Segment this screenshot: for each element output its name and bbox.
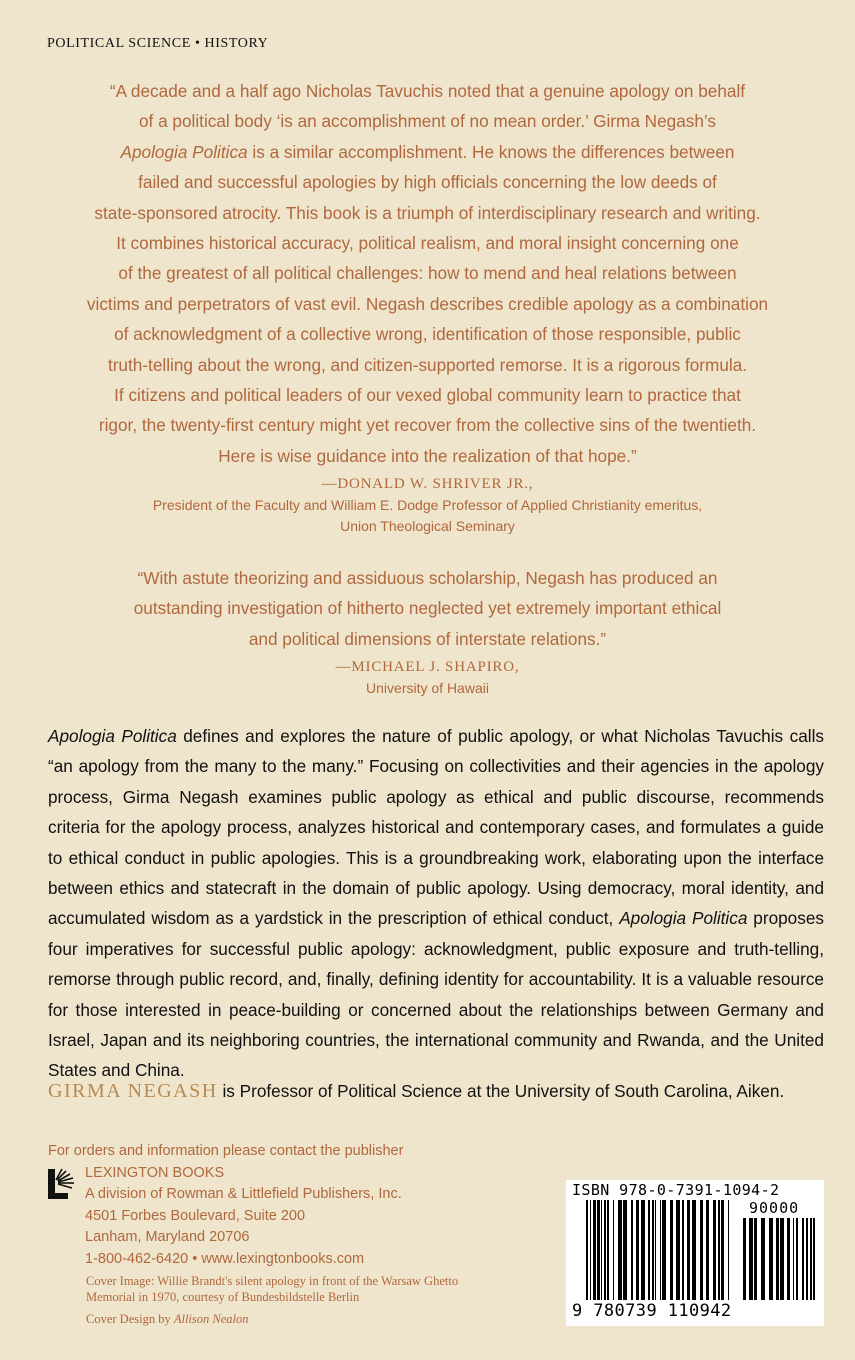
publisher-division: A division of Rowman & Littlefield Publishers, Inc.: [85, 1186, 402, 1202]
barcode-bar: [655, 1200, 656, 1300]
cover-image-credit: Memorial in 1970, courtesy of Bundesbildstelle Berlin: [86, 1290, 360, 1304]
barcode-bar: [607, 1200, 609, 1300]
publisher-contact: 1-800-462-6420 • www.lexingtonbooks.com: [85, 1250, 365, 1267]
cover-design-credit: Cover Design by Allison Nealon: [86, 1312, 249, 1326]
barcode-bar: [692, 1200, 696, 1300]
barcode-bar: [670, 1200, 673, 1300]
lexington-logo-icon: [48, 1166, 78, 1202]
barcode-bar: [754, 1218, 757, 1300]
barcode-bar: [743, 1218, 746, 1300]
barcode-bar: [652, 1200, 654, 1300]
quote-line: of a political body ‘is an accomplishment of no mean order.’ Girma Negash’s: [138, 111, 717, 132]
barcode-bar: [593, 1200, 596, 1300]
cover-image-credit: Cover Image: Willie Brandt's silent apology in front of the Warsaw Ghetto: [86, 1274, 459, 1288]
quote-affiliation: President of the Faculty and William E. Dodge Professor of Applied Christianity emeritus,: [152, 497, 703, 514]
barcode-bar: [796, 1218, 798, 1300]
barcode-bar: [780, 1218, 784, 1300]
quote-line: outstanding investigation of hitherto neglected yet extremely important ethical: [133, 598, 722, 619]
barcode-bar: [662, 1200, 666, 1300]
barcode-bar: [787, 1218, 790, 1300]
barcode-bar: [641, 1200, 645, 1300]
barcode-bar: [749, 1218, 753, 1300]
barcode-bar: [604, 1200, 606, 1300]
quote-line: rigor, the twenty-first century might yet recover from the collective sins of the twentieth.: [98, 415, 757, 436]
barcode-bar: [636, 1200, 639, 1300]
cover-credits: [86, 1273, 458, 1327]
barcode-bar: [700, 1200, 703, 1300]
endorsement-quote-shapiro: [60, 563, 795, 699]
author-bio: GIRMA NEGASH is Professor of Political Science at the University of South Carolina, Aiken.: [48, 1080, 785, 1102]
quote-line: It combines historical accuracy, political realism, and moral insight concerning one: [116, 233, 739, 254]
publisher-address: Lanham, Maryland 20706: [85, 1229, 250, 1245]
quote-author: —DONALD W. SHRIVER JR.,: [321, 476, 534, 493]
barcode-bar: [728, 1200, 729, 1300]
barcode-bar: [806, 1218, 808, 1300]
barcode-bar: [769, 1218, 773, 1300]
quote-line: “With astute theorizing and assiduous scholarship, Negash has produced an: [137, 568, 718, 588]
book-title-italic: Apologia Politica: [619, 908, 748, 929]
barcode-bar: [761, 1218, 765, 1300]
barcode-bar: [590, 1200, 591, 1300]
barcode-bar: [810, 1218, 812, 1300]
quote-line: If citizens and political leaders of our vexed global community learn to practice that: [114, 385, 741, 406]
quote-line: Here is wise guidance into the realization of that hope.”: [218, 445, 637, 466]
barcode-bar: [721, 1200, 724, 1300]
barcode-bar: [713, 1200, 716, 1300]
publisher-address: 4501 Forbes Boulevard, Suite 200: [85, 1207, 306, 1224]
barcode-bar: [682, 1200, 684, 1300]
quote-affiliation: University of Hawaii: [366, 680, 489, 697]
book-title-italic: Apologia Politica: [120, 141, 248, 162]
category-label: POLITICAL SCIENCE • HISTORY: [47, 36, 269, 51]
quote-line: state-sponsored atrocity. This book is a triumph of interdisciplinary research and writing.: [94, 202, 761, 223]
publisher-name: LEXINGTON BOOKS: [85, 1164, 225, 1181]
quote-line: Apologia Politica is a similar accomplishment. He knows the differences between: [120, 141, 735, 162]
isbn-number: ISBN 978-0-7391-1094-2: [572, 1181, 780, 1199]
barcode-bar: [631, 1200, 633, 1300]
book-description: Apologia Politica defines and explores the nature of public apology, or what Nicholas Tavuchis calls “an apology from the many to the many.” Focusing on collectivities and their agencies in the apology process, Girma Negash examines public apology as ethical and public discourse, recommends criteria for the apology process, analyzes historical and contemporary cases, and formulates a guide to ethical conduct in public apologies. This is a groundbreaking work, elaborating upon the interface between ethics and statecraft in the domain of public apology. Using democracy, moral identity, and accumulated wisdom as a yardstick in the prescription of ethical conduct, Apologia Politica proposes four imperatives for successful public apology: acknowledgment, public exposure and truth-telling, remorse through public record, and, finally, defining identity for accountability. It is a valuable resource for those interested in peace-building or concerned about the relationships between Germany and Israel, Japan and its neighboring countries, the international community and Rwanda, and the United States and China.: [48, 726, 824, 1081]
barcode-bar: [618, 1200, 622, 1300]
barcode-bar: [718, 1200, 720, 1300]
barcode-bar: [586, 1200, 588, 1300]
quote-line: truth-telling about the wrong, and citizen-supported remorse. It is a rigorous formula.: [107, 354, 748, 375]
quote-line: of the greatest of all political challenges: how to mend and heal relations between: [118, 263, 737, 284]
barcode-bar: [687, 1200, 690, 1300]
quote-line: failed and successful apologies by high officials concerning the low deeds of: [138, 172, 717, 193]
quote-author: —MICHAEL J. SHAPIRO,: [335, 659, 520, 676]
barcode-bar: [813, 1218, 815, 1300]
barcode-bar: [706, 1200, 709, 1300]
barcode-bar: [676, 1200, 680, 1300]
barcode-bar: [597, 1200, 600, 1300]
publisher-intro: For orders and information please contact the publisher: [48, 1143, 404, 1159]
isbn-barcode: [566, 1180, 824, 1326]
barcode-bar: [802, 1218, 804, 1300]
author-name: GIRMA NEGASH: [48, 1080, 218, 1102]
barcode-bar: [601, 1200, 602, 1300]
quote-line: and political dimensions of interstate relations.”: [248, 628, 607, 649]
ean-digits: 9 780739 110942: [572, 1301, 732, 1321]
barcode-bar: [660, 1200, 661, 1300]
barcode-bar: [648, 1200, 650, 1300]
barcode-bar: [793, 1218, 794, 1300]
quote-affiliation: Union Theological Seminary: [340, 518, 515, 535]
barcode-bar: [623, 1200, 627, 1300]
barcode-bar: [776, 1218, 779, 1300]
barcode-bar: [613, 1200, 614, 1300]
quote-line: victims and perpetrators of vast evil. Negash describes credible apology as a combination: [86, 293, 769, 314]
quote-line: “A decade and a half ago Nicholas Tavuchis noted that a genuine apology on behalf: [109, 81, 746, 101]
endorsement-quote-shriver: [60, 76, 795, 537]
quote-line: of acknowledgment of a collective wrong, identification of those responsible, public: [114, 324, 741, 345]
book-title-italic: Apologia Politica: [48, 726, 177, 746]
price-code: 90000: [749, 1199, 800, 1217]
publisher-address-block: [48, 1163, 548, 1271]
publisher-info: [48, 1141, 548, 1270]
